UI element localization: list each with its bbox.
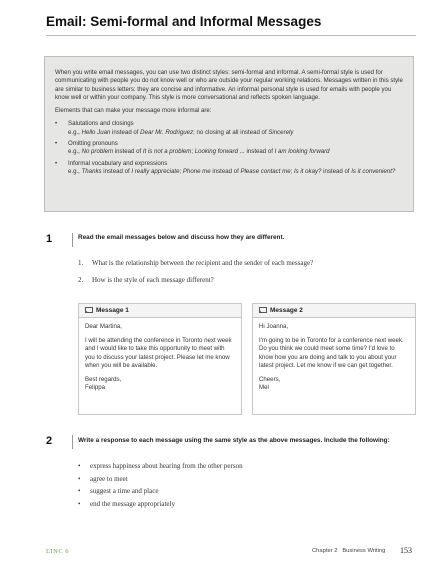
message-body: Hi Joanna, I'm going to be in Toronto for a conference next week. Do you think we could meet some time? I'd love to know how you are doing and talk to you about your latest project. Let me know if we can get together. Cheers, Mel bbox=[259, 323, 404, 392]
list-item: • Omitting pronouns e.g., No problem instead of It is not a problem; Looking forward ... instead of I am looking forward bbox=[55, 140, 403, 157]
example-line: e.g., Hello Juan instead of Dear Mr. Rodriguez; no closing at all instead of Sincerely bbox=[68, 128, 294, 136]
section-divider bbox=[72, 233, 73, 247]
message-card-1 bbox=[78, 303, 242, 415]
bullet-icon: • bbox=[78, 487, 81, 495]
example-line: e.g., No problem instead of It is not a problem; Looking forward ... instead of I am looking forward bbox=[68, 148, 330, 156]
list-item: • agree to meet bbox=[78, 474, 128, 483]
page-number: 153 bbox=[400, 546, 412, 555]
list-item: • suggest a time and place bbox=[78, 487, 159, 495]
envelope-icon bbox=[85, 307, 93, 313]
bullet-icon: • bbox=[78, 462, 81, 470]
message-body: Dear Martina, I will be attending the conference in Toronto next week and I would like to take this opportunity to meet with you to discuss your latest project. Please let me know when you will be available. Best regards, Felippa bbox=[85, 323, 232, 392]
example-line: e.g., Thanks instead of I really appreciate; Phone me instead of Please contact me; Is it okay? instead of Is it convenient? bbox=[68, 167, 396, 175]
intro-paragraph: When you write email messages, you can use two distinct styles: semi-formal and informal. A semi-formal style is used for communicating with people you do not know well or who are outside your regular working relations. Messages written in this style are similar to business letters: they are concise and informative. An informal personal style is used for emails with people you know well or within your company. This style is more conversational and reflects spoken language. bbox=[55, 69, 403, 101]
message-card-2 bbox=[252, 303, 416, 415]
section-number: 1 bbox=[46, 233, 53, 245]
list-item: • express happiness about hearing from the other person bbox=[78, 462, 243, 470]
list-item: 2. How is the style of each message different? bbox=[78, 276, 214, 284]
envelope-icon bbox=[259, 307, 267, 313]
page-title: Email: Semi-formal and Informal Messages bbox=[46, 14, 416, 36]
question-list bbox=[78, 259, 313, 293]
footer-chapter: Chapter 2 Business Writing bbox=[312, 548, 386, 554]
bullet-icon: • bbox=[55, 120, 58, 128]
bullet-icon: • bbox=[55, 159, 58, 167]
informal-elements-list bbox=[55, 120, 403, 176]
list-item: • Informal vocabulary and expressions e.g., Thanks instead of I really appreciate; Phone me instead of Please contact me; Is it okay? instead of Is it convenient? bbox=[55, 160, 403, 177]
bullet-icon: • bbox=[78, 474, 81, 483]
message-header: Message 1 bbox=[79, 304, 241, 318]
section-instruction: Write a response to each message using the same style as the above messages. Include the following: bbox=[78, 437, 390, 444]
list-item: • end the message appropriately bbox=[78, 499, 175, 508]
footer-book-label: LINC 6 bbox=[46, 548, 70, 555]
intro-lead: Elements that can make your message more informal are: bbox=[55, 107, 212, 115]
message-header: Message 2 bbox=[253, 304, 415, 318]
bullet-icon: • bbox=[55, 140, 58, 148]
include-list bbox=[78, 462, 243, 512]
section-instruction: Read the email messages below and discuss how they are different. bbox=[78, 234, 285, 241]
info-box bbox=[44, 56, 414, 212]
section-number: 2 bbox=[46, 435, 53, 447]
list-item: • Salutations and closings e.g., Hello Juan instead of Dear Mr. Rodriguez; no closing at all instead of Sincerely bbox=[55, 120, 403, 137]
list-item: 1. What is the relationship between the recipient and the sender of each message? bbox=[78, 259, 314, 267]
bullet-icon: • bbox=[78, 499, 81, 508]
section-divider bbox=[72, 435, 73, 449]
